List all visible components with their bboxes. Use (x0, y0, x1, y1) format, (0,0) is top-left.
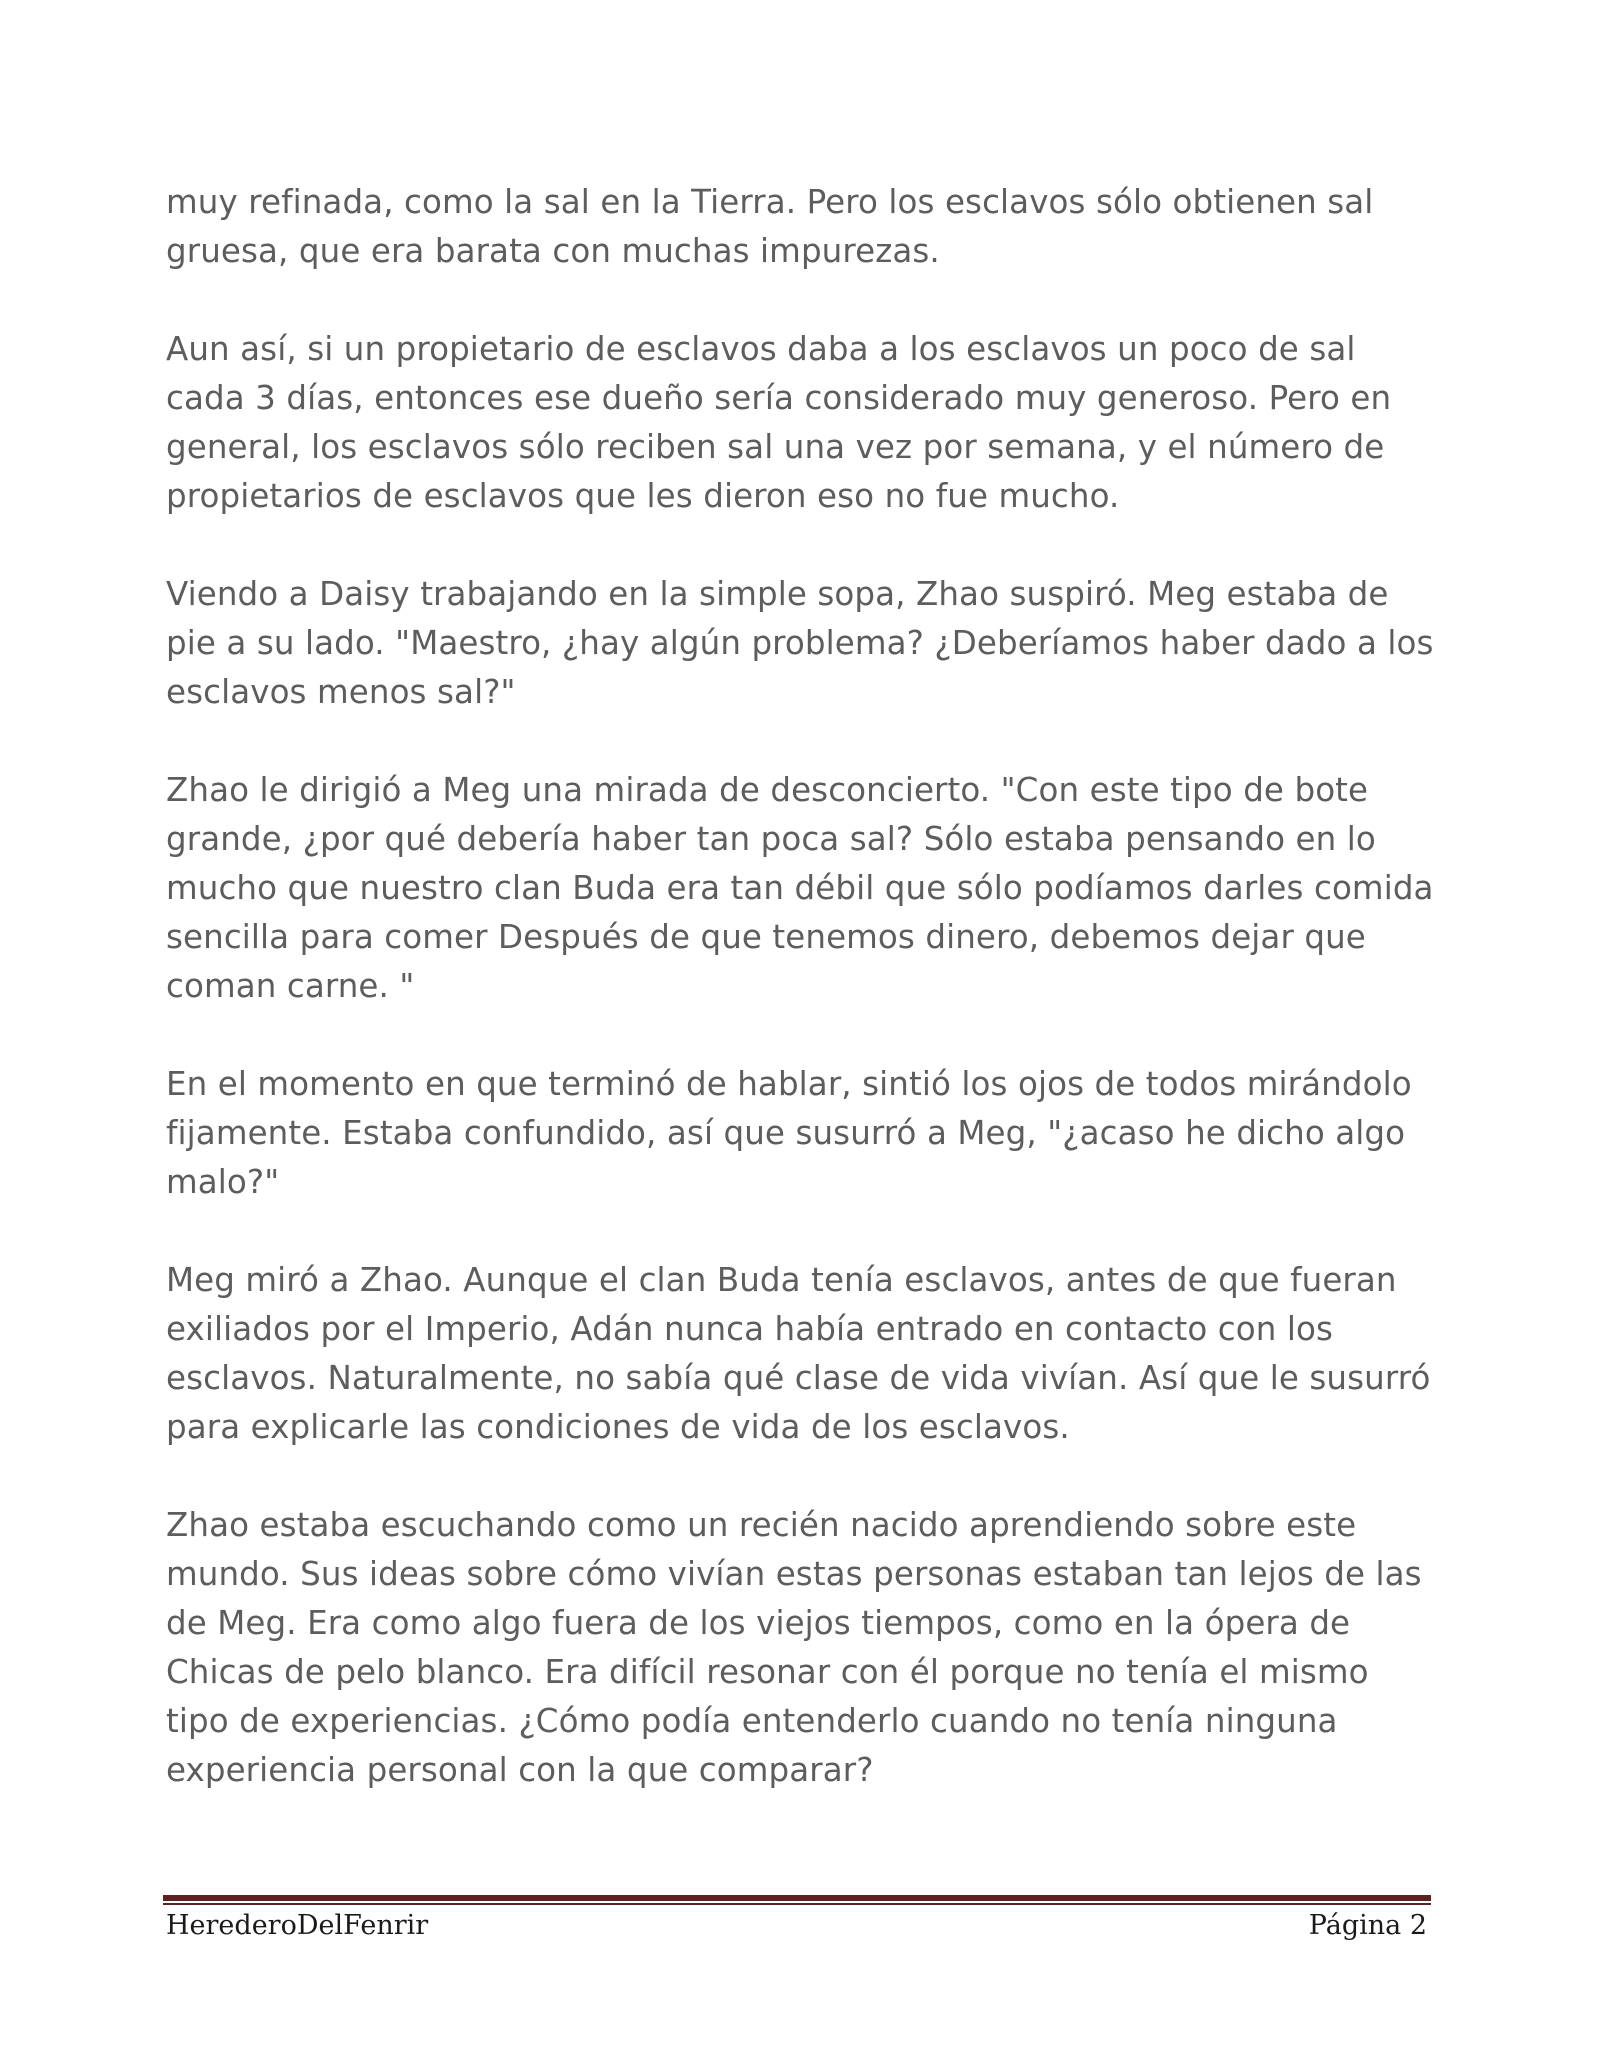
paragraph-3: Viendo a Daisy trabajando en la simple sopa, Zhao suspiró. Meg estaba de pie a su lado. "Maestro, ¿hay algún problema? ¿Deberíamos haber dado a los esclavos menos sal?" (166, 575, 1434, 711)
paragraph-6: Meg miró a Zhao. Aunque el clan Buda tenía esclavos, antes de que fueran exiliados por el Imperio, Adán nunca había entrado en contacto con los esclavos. Naturalmente, no sabía qué clase de vida vivían. Así que le susurró para explicarle las condiciones de vida de los esclavos. (166, 1261, 1431, 1446)
footer-page-number: Página 2 (1308, 1910, 1427, 1941)
paragraph-2: Aun así, si un propietario de esclavos daba a los esclavos un poco de sal cada 3 días, entonces ese dueño sería considerado muy generoso. Pero en general, los esclavos sólo reciben sal una vez por semana, y el número de propietarios de esclavos que les dieron eso no fue mucho. (166, 330, 1392, 515)
paragraph-4: Zhao le dirigió a Meg una mirada de desconcierto. "Con este tipo de bote grande, ¿por qué debería haber tan poca sal? Sólo estaba pensando en lo mucho que nuestro clan Buda era tan débil que sólo podíamos darles comida sencilla para comer Después de que tenemos dinero, debemos dejar que coman carne. " (166, 771, 1434, 1005)
body-text (166, 178, 1436, 1795)
footer-divider-thick (163, 1895, 1431, 1901)
paragraph-7: Zhao estaba escuchando como un recién nacido aprendiendo sobre este mundo. Sus ideas sobre cómo vivían estas personas estaban tan lejos de las de Meg. Era como algo fuera de los viejos tiempos, como en la ópera de Chicas de pelo blanco. Era difícil resonar con él porque no tenía el mismo tipo de experiencias. ¿Cómo podía entenderlo cuando no tenía ninguna experiencia personal con la que comparar? (166, 1506, 1422, 1789)
paragraph-1: muy refinada, como la sal en la Tierra. Pero los esclavos sólo obtienen sal gruesa, que era barata con muchas impurezas. (166, 183, 1374, 270)
footer-divider-thin (163, 1903, 1431, 1905)
footer-author: HerederoDelFenrir (166, 1910, 429, 1941)
paragraph-5: En el momento en que terminó de hablar, sintió los ojos de todos mirándolo fijamente. Estaba confundido, así que susurró a Meg, "¿acaso he dicho algo malo?" (166, 1065, 1412, 1201)
footer-divider (163, 1895, 1431, 1906)
